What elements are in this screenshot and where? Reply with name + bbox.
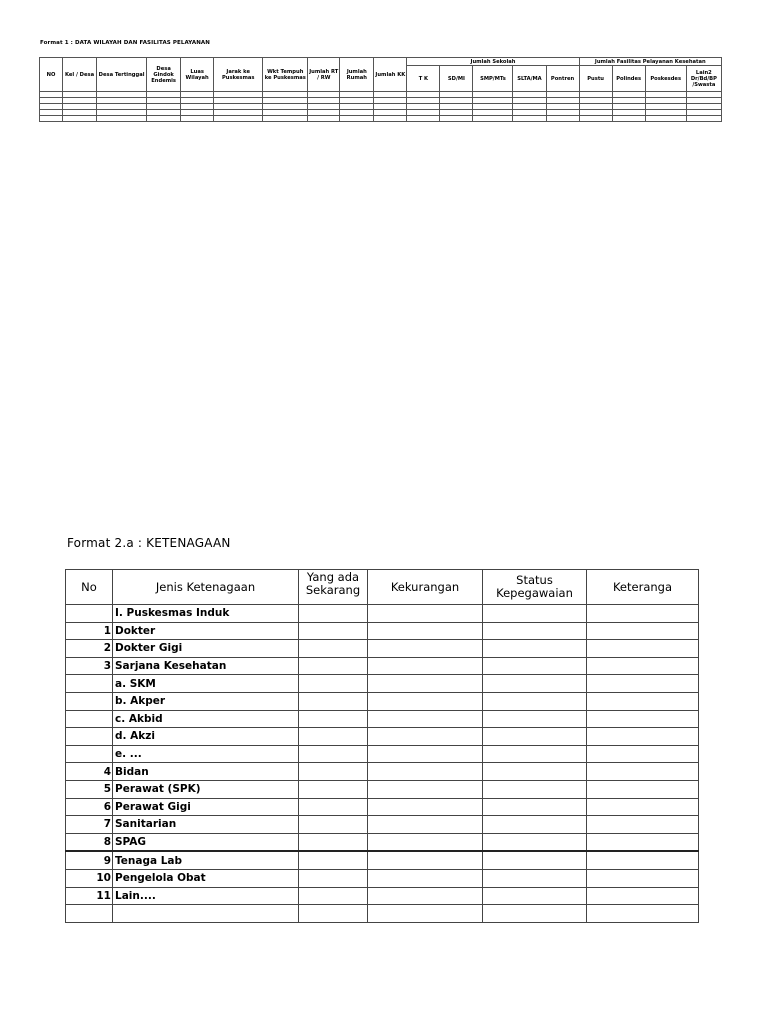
empty-cell bbox=[587, 710, 699, 728]
empty-cell bbox=[368, 780, 483, 798]
empty-cell bbox=[483, 675, 587, 693]
empty-cell bbox=[587, 869, 699, 887]
empty-cell bbox=[483, 622, 587, 640]
empty-cell bbox=[368, 605, 483, 623]
header-kel-desa: Kel / Desa bbox=[63, 58, 97, 92]
empty-cell bbox=[368, 710, 483, 728]
table-row bbox=[66, 640, 699, 658]
row-jenis: d. Akzi bbox=[113, 728, 299, 746]
empty-cell bbox=[587, 675, 699, 693]
empty-cell bbox=[483, 605, 587, 623]
empty-cell bbox=[587, 745, 699, 763]
format1-title: Format 1 : DATA WILAYAH DAN FASILITAS PELAYANAN bbox=[40, 40, 210, 46]
header-jumlah-sekolah: Jumlah Sekolah bbox=[407, 58, 579, 66]
header-jumlah-rt: Jumlah RT / RW bbox=[308, 58, 340, 92]
table-row bbox=[66, 887, 699, 905]
empty-cell bbox=[299, 869, 368, 887]
empty-cell bbox=[587, 816, 699, 834]
header-jumlah-kk: Jumlah KK bbox=[374, 58, 407, 92]
row-jenis: b. Akper bbox=[113, 692, 299, 710]
empty-cell bbox=[368, 798, 483, 816]
row-jenis: e. ... bbox=[113, 745, 299, 763]
table-row bbox=[66, 816, 699, 834]
row-number: 1 bbox=[66, 622, 113, 640]
empty-cell bbox=[587, 887, 699, 905]
empty-cell bbox=[299, 622, 368, 640]
header-kekurangan: Kekurangan bbox=[368, 570, 483, 605]
row-number bbox=[66, 745, 113, 763]
empty-cell bbox=[299, 887, 368, 905]
empty-cell bbox=[299, 657, 368, 675]
table-row bbox=[66, 763, 699, 781]
empty-cell bbox=[299, 675, 368, 693]
header-pontren: Pontren bbox=[546, 66, 579, 92]
row-number bbox=[66, 692, 113, 710]
table-row bbox=[66, 710, 699, 728]
empty-cell bbox=[368, 887, 483, 905]
row-jenis: c. Akbid bbox=[113, 710, 299, 728]
empty-cell bbox=[483, 640, 587, 658]
empty-cell bbox=[483, 780, 587, 798]
header-slta-ma: SLTA/MA bbox=[513, 66, 546, 92]
table-row bbox=[66, 692, 699, 710]
empty-cell bbox=[587, 692, 699, 710]
empty-cell bbox=[587, 833, 699, 851]
empty-cell bbox=[299, 745, 368, 763]
empty-cell bbox=[368, 640, 483, 658]
header-desa-tertinggal: Desa Tertinggal bbox=[97, 58, 147, 92]
empty-cell bbox=[587, 728, 699, 746]
empty-cell bbox=[299, 763, 368, 781]
empty-cell bbox=[299, 728, 368, 746]
row-jenis: I. Puskesmas Induk bbox=[113, 605, 299, 623]
empty-cell bbox=[483, 710, 587, 728]
row-number: 3 bbox=[66, 657, 113, 675]
table-row bbox=[66, 605, 699, 623]
row-number: 5 bbox=[66, 780, 113, 798]
empty-cell bbox=[483, 833, 587, 851]
empty-cell bbox=[299, 905, 368, 923]
empty-cell bbox=[368, 745, 483, 763]
empty-cell bbox=[299, 798, 368, 816]
empty-cell bbox=[368, 692, 483, 710]
header-smp-mts: SMP/MTs bbox=[473, 66, 513, 92]
row-jenis: Dokter bbox=[113, 622, 299, 640]
empty-cell bbox=[368, 816, 483, 834]
row-jenis: Sarjana Kesehatan bbox=[113, 657, 299, 675]
row-number: 9 bbox=[66, 851, 113, 869]
empty-cell bbox=[299, 851, 368, 869]
empty-cell bbox=[587, 605, 699, 623]
row-jenis: Dokter Gigi bbox=[113, 640, 299, 658]
row-number: 8 bbox=[66, 833, 113, 851]
table-row bbox=[40, 116, 722, 122]
row-number bbox=[66, 728, 113, 746]
empty-cell bbox=[368, 833, 483, 851]
row-jenis: Sanitarian bbox=[113, 816, 299, 834]
row-number bbox=[66, 905, 113, 923]
empty-cell bbox=[368, 622, 483, 640]
row-number: 7 bbox=[66, 816, 113, 834]
empty-cell bbox=[483, 816, 587, 834]
empty-cell bbox=[483, 692, 587, 710]
empty-cell bbox=[483, 905, 587, 923]
empty-cell bbox=[299, 833, 368, 851]
header-polindes: Polindes bbox=[612, 66, 645, 92]
header-luas-wilayah: Luas Wilayah bbox=[181, 58, 214, 92]
header-no: NO bbox=[40, 58, 63, 92]
header-status-kepegawaian: Status Kepegawaian bbox=[483, 570, 587, 605]
empty-cell bbox=[587, 657, 699, 675]
table-row bbox=[66, 798, 699, 816]
table-row bbox=[66, 657, 699, 675]
row-jenis: Perawat (SPK) bbox=[113, 780, 299, 798]
header-jenis-ketenagaan: Jenis Ketenagaan bbox=[113, 570, 299, 605]
row-jenis: Lain.... bbox=[113, 887, 299, 905]
empty-cell bbox=[587, 780, 699, 798]
empty-cell bbox=[299, 710, 368, 728]
table-row bbox=[66, 745, 699, 763]
header-no: No bbox=[66, 570, 113, 605]
table-row bbox=[66, 851, 699, 869]
header-yang-ada bbox=[299, 570, 368, 605]
empty-cell bbox=[587, 640, 699, 658]
row-jenis: Bidan bbox=[113, 763, 299, 781]
empty-cell bbox=[368, 905, 483, 923]
header-yang-ada-text: Yang ada Sekarang bbox=[305, 570, 361, 597]
header-tk: T K bbox=[407, 66, 440, 92]
row-number: 10 bbox=[66, 869, 113, 887]
row-jenis bbox=[113, 905, 299, 923]
empty-cell bbox=[368, 851, 483, 869]
row-jenis: Tenaga Lab bbox=[113, 851, 299, 869]
header-sd-mi: SD/MI bbox=[440, 66, 473, 92]
row-number: 6 bbox=[66, 798, 113, 816]
header-keterangan: Keteranga bbox=[587, 570, 699, 605]
empty-cell bbox=[587, 905, 699, 923]
empty-cell bbox=[368, 728, 483, 746]
table-row bbox=[66, 675, 699, 693]
header-pustu: Pustu bbox=[579, 66, 612, 92]
row-number bbox=[66, 675, 113, 693]
table-row bbox=[66, 780, 699, 798]
header-jumlah-fasilitas: Jumlah Fasilitas Pelayanan Kesehatan bbox=[579, 58, 721, 66]
table-row bbox=[66, 622, 699, 640]
empty-cell bbox=[368, 763, 483, 781]
empty-cell bbox=[299, 780, 368, 798]
table-row bbox=[66, 869, 699, 887]
empty-cell bbox=[299, 816, 368, 834]
header-jarak: Jarak ke Puskesmas bbox=[214, 58, 263, 92]
empty-cell bbox=[483, 728, 587, 746]
format2-title: Format 2.a : KETENAGAAN bbox=[67, 536, 231, 550]
empty-cell bbox=[299, 640, 368, 658]
empty-cell bbox=[483, 887, 587, 905]
empty-cell bbox=[483, 798, 587, 816]
table-row bbox=[66, 905, 699, 923]
row-jenis: SPAG bbox=[113, 833, 299, 851]
empty-cell bbox=[368, 675, 483, 693]
empty-cell bbox=[483, 763, 587, 781]
header-lain2: Lain2 Dr/Bd/BP /Swasta bbox=[686, 66, 721, 92]
table-row bbox=[66, 833, 699, 851]
row-jenis: Perawat Gigi bbox=[113, 798, 299, 816]
row-number: 4 bbox=[66, 763, 113, 781]
empty-cell bbox=[587, 763, 699, 781]
row-number bbox=[66, 710, 113, 728]
row-number: 2 bbox=[66, 640, 113, 658]
header-jumlah-rumah: Jumlah Rumah bbox=[340, 58, 374, 92]
row-jenis: Pengelola Obat bbox=[113, 869, 299, 887]
empty-cell bbox=[368, 869, 483, 887]
header-desa-gindok: Desa Gindok Endemis bbox=[147, 58, 181, 92]
empty-cell bbox=[483, 869, 587, 887]
empty-cell bbox=[483, 745, 587, 763]
empty-cell bbox=[587, 622, 699, 640]
empty-cell bbox=[483, 851, 587, 869]
ketenagaan-table bbox=[65, 569, 699, 923]
row-number bbox=[66, 605, 113, 623]
header-poskesdes: Poskesdes bbox=[645, 66, 686, 92]
empty-cell bbox=[587, 798, 699, 816]
data-wilayah-table bbox=[39, 57, 722, 122]
row-number: 11 bbox=[66, 887, 113, 905]
empty-cell bbox=[368, 657, 483, 675]
empty-cell bbox=[299, 605, 368, 623]
row-jenis: a. SKM bbox=[113, 675, 299, 693]
header-wkt-tempuh: Wkt Tempuh ke Puskesmas bbox=[263, 58, 308, 92]
empty-cell bbox=[299, 692, 368, 710]
empty-cell bbox=[483, 657, 587, 675]
table-row bbox=[66, 728, 699, 746]
empty-cell bbox=[587, 851, 699, 869]
